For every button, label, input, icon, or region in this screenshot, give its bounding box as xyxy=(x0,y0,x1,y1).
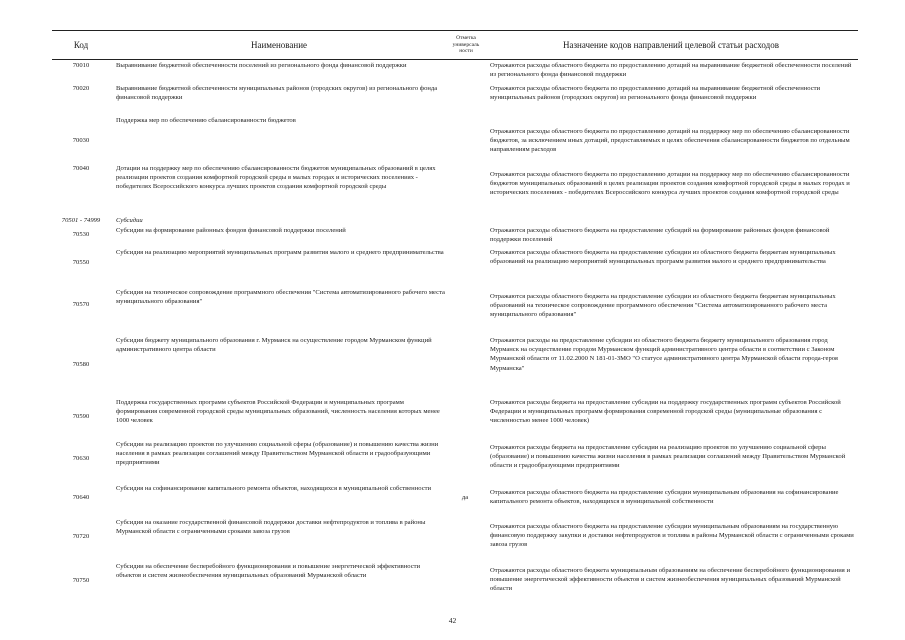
row-purpose: Отражаются расходы областного бюджета муниципальным образованиям на обеспечение бесперебойного функционирования и повышение энергетической эффективности объектов и систем жизнеобеспечения муниципальных образований Мурманской области xyxy=(490,567,850,593)
row-name: Субсидия бюджету муниципального образования г. Мурманск на осуществление городом Мурманском функций административного центра области xyxy=(116,337,432,354)
section-title: Субсидии xyxy=(116,217,143,224)
row-name: Поддержка государственных программ субъектов Российской Федерации и муниципальных программ формирования современной городской среды муниципальных образований, численность населения которых менее 1000 человек xyxy=(116,399,440,425)
row-purpose: Отражаются расходы областного бюджета по предоставлению дотаций на поддержку мер по обеспечению сбалансированности бюджетов, за исключением иных дотаций, предоставляемых в целях обеспечения сбалансированности бюджетов по отдельным направлениям расходов xyxy=(490,128,850,154)
header-universality: Отметка универсаль ности xyxy=(448,31,484,60)
row-code: 70030 xyxy=(72,137,90,144)
row-code: 70550 xyxy=(72,259,90,266)
row-code: 70020 xyxy=(72,85,90,92)
row-purpose: Отражаются расходы областного бюджета на предоставление субсидии муниципальным образования на софинансирование капитального ремонта объектов, находящихся в муниципальной собственности xyxy=(490,489,839,506)
header-code: Код xyxy=(52,31,110,60)
table-header xyxy=(52,30,858,60)
row-name: Выравнивание бюджетной обеспеченности поселений из регионального фонда финансовой поддержки xyxy=(116,62,407,69)
row-purpose: Отражаются расходы областного бюджета на предоставление субсидий на формирование районных фондов финансовой поддержки поселений xyxy=(490,227,830,244)
row-name: Дотации на поддержку мер по обеспечению сбалансированности бюджетов муниципальных образований в целях реализации проектов создания комфортной городской среды в малых городах и исторических поселениях - победителях Всероссийского конкурса лучших проектов создания комфортной городской среды xyxy=(116,165,436,191)
row-purpose: Отражаются расходы областного бюджета на предоставление субсидии из областного бюджета бюджетам муниципальных образований на техническое сопровождение программного обеспечения "Система автоматизированного рабочего места муниципального образования" xyxy=(490,293,836,319)
row-code: 70720 xyxy=(72,533,90,540)
row-code: 70590 xyxy=(72,413,90,420)
row-code: 70580 xyxy=(72,361,90,368)
document-page xyxy=(52,30,858,618)
section-code-range: 70501 - 74999 xyxy=(61,217,101,224)
row-code: 70570 xyxy=(72,301,90,308)
row-code: 70630 xyxy=(72,455,90,462)
row-purpose: Отражаются расходы областного бюджета по предоставлению дотаций на выравнивание бюджетной обеспеченности муниципальных районов (городских округов) из регионального фонда финансовой поддержки xyxy=(490,85,821,102)
header-purpose: Назначение кодов направлений целевой статьи расходов xyxy=(484,31,858,60)
page-number: 42 xyxy=(448,616,457,625)
row-purpose: Отражаются расходы областного бюджета на предоставление субсидии из областного бюджета бюджетам муниципальных образований на реализацию мероприятий муниципальных программ развития малого и среднего предпринимательства xyxy=(490,249,836,266)
table-body xyxy=(52,60,858,618)
row-name: Субсидия на техническое сопровождение программного обеспечения "Система автоматизированного рабочего места муниципального образования" xyxy=(116,289,445,306)
row-universality-flag: да xyxy=(461,494,469,501)
row-name: Субсидия на оказание государственной финансовой поддержки доставки нефтепродуктов и топлива в районы Мурманской области с ограниченными сроками завоза грузов xyxy=(116,519,426,536)
row-code: 70750 xyxy=(72,577,90,584)
row-purpose: Отражаются расходы на предоставление субсидии из областного бюджета бюджету муниципального образования город Мурманск на осуществление городом Мурманском функций административного центра области в соответствии с Законом Мурманской области от 11.02.2000 N 181-01-ЗМО "О статусе административного центра Мурманской области города-героя Мурманска" xyxy=(490,337,838,372)
row-name: Субсидии на реализацию проектов по улучшению социальной сферы (образование) и повышению качества жизни населения в рамках реализации соглашений между Правительством Мурманской области и градообразующими предприятиями xyxy=(116,441,439,467)
row-code: 70640 xyxy=(72,494,90,501)
row-purpose: Отражаются расходы бюджета на предоставление субсидии на реализацию проектов по улучшению социальной сферы (образование) и повышению качества жизни населения в рамках реализации соглашений между Правительством Мурманской области и градообразующими предприятиями xyxy=(490,444,846,470)
row-name: Выравнивание бюджетной обеспеченности муниципальных районов (городских округов) из регионального фонда финансовой поддержки xyxy=(116,85,438,102)
row-name: Субсидия на реализацию мероприятий муниципальных программ развития малого и среднего предпринимательства xyxy=(116,249,444,256)
row-code: 70530 xyxy=(72,231,90,238)
row-name: Субсидия на софинансирование капитального ремонта объектов, находящихся в муниципальной собственности xyxy=(116,485,432,492)
row-name: Поддержка мер по обеспечению сбалансированности бюджетов xyxy=(116,117,296,124)
row-purpose: Отражаются расходы областного бюджета на предоставление субсидии муниципальным образованиям на государственную финансовую поддержку закупки и доставки нефтепродуктов и топлива в районы Мурманской области с ограниченными сроками завоза грузов xyxy=(490,523,854,549)
row-name: Субсидии на формирование районных фондов финансовой поддержки поселений xyxy=(116,227,346,234)
row-name: Субсидии на обеспечение бесперебойного функционирования и повышение энергетической эффективности объектов и систем жизнеобеспечения муниципальных образований Мурманской области xyxy=(116,563,421,580)
row-code: 70010 xyxy=(72,62,90,69)
row-purpose: Отражаются расходы областного бюджета по предоставлению дотаций на выравнивание бюджетной обеспеченности поселений из регионального фонда финансовой поддержки xyxy=(490,62,852,79)
row-purpose: Отражаются расходы областного бюджета по предоставлению дотации на поддержку мер по обеспечению сбалансированности бюджетов муниципальных образований в целях реализации проектов создания комфортной городской среды в малых городах и исторических поселениях - победителях Всероссийского конкурса лучших проектов создания комфортной городской среды xyxy=(490,171,850,197)
row-purpose: Отражаются расходы бюджета на предоставление субсидии на поддержку государственных программ субъектов Российской Федерации и муниципальных программ формирования современной городской среды (муниципальные образования с численностью менее 1000 человек) xyxy=(490,399,841,425)
row-code: 70040 xyxy=(72,165,90,172)
header-name: Наименование xyxy=(110,31,448,60)
